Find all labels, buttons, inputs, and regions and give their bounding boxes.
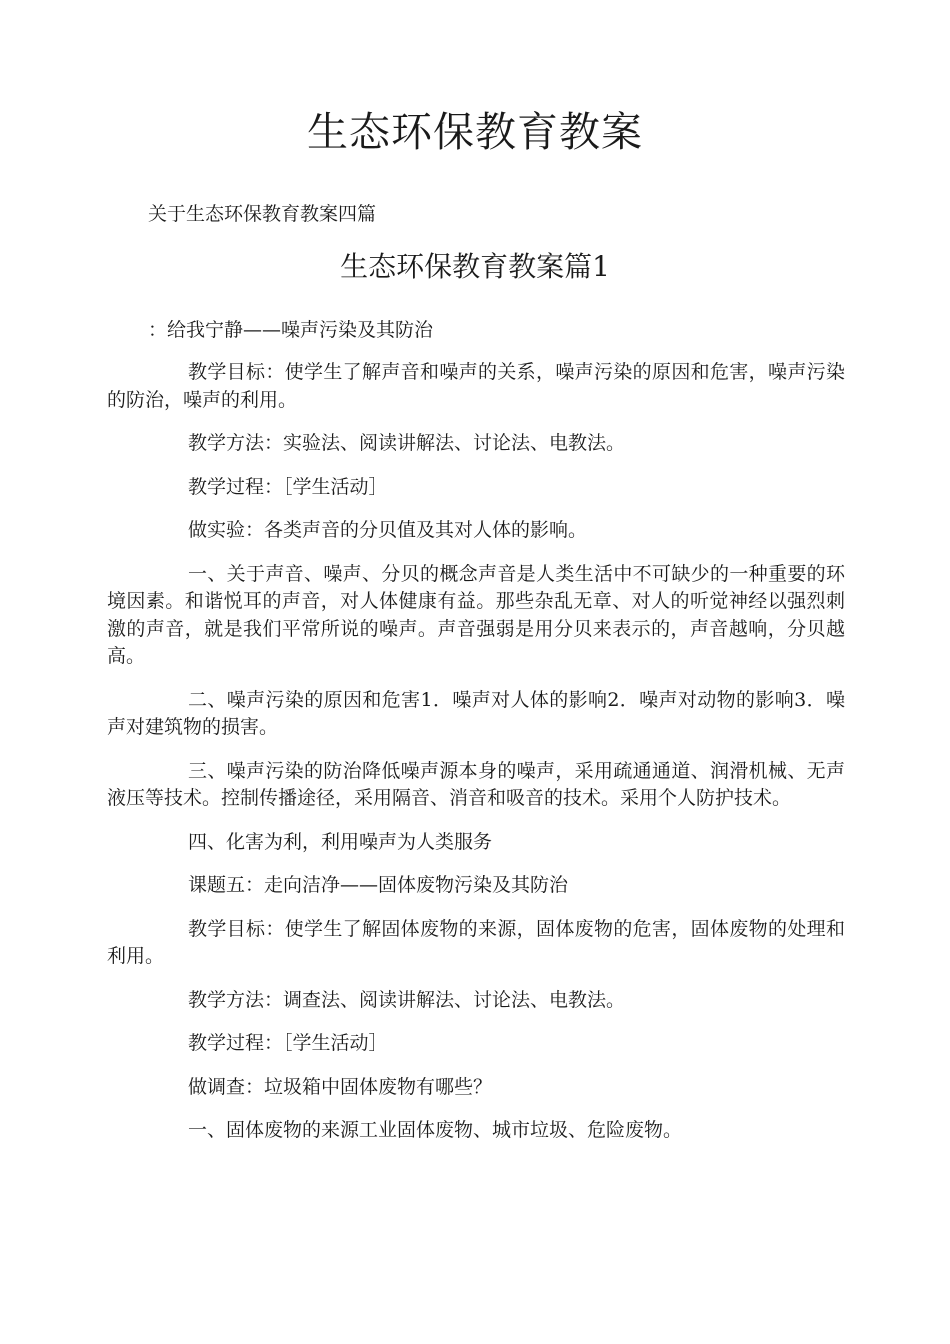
paragraph: 做实验：各类声音的分贝值及其对人体的影响。: [188, 519, 588, 541]
lesson-title: ：给我宁静——噪声污染及其防治: [148, 319, 434, 341]
document-title: 生态环保教育教案: [307, 108, 643, 156]
section-title: 生态环保教育教案篇1: [340, 250, 610, 283]
paragraph: 教学方法：实验法、阅读讲解法、讨论法、电教法。: [188, 432, 626, 454]
document-body: [107, 359, 845, 1161]
paragraph: 二、噪声污染的原因和危害1．噪声对人体的影响2．噪声对动物的影响3．噪声对建筑物的损害。: [107, 688, 845, 738]
paragraph: 教学目标：使学生了解声音和噪声的关系，噪声污染的原因和危害，噪声污染的防治，噪声的利用。: [107, 361, 845, 411]
paragraph: 一、关于声音、噪声、分贝的概念声音是人类生活中不可缺少的一种重要的环境因素。和谐悦耳的声音，对人体健康有益。那些杂乱无章、对人的听觉神经以强烈刺激的声音，就是我们平常所说的噪声。声音强弱是用分贝来表示的，声音越响，分贝越高。: [107, 562, 845, 667]
paragraph: 一、固体废物的来源工业固体废物、城市垃圾、危险废物。: [188, 1119, 683, 1141]
paragraph: 教学过程：［学生活动］: [188, 475, 388, 498]
document-subtitle: 关于生态环保教育教案四篇: [148, 203, 377, 225]
paragraph: 课题五：走向洁净——固体废物污染及其防治: [188, 874, 569, 896]
paragraph: 教学目标：使学生了解固体废物的来源，固体废物的危害，固体废物的处理和利用。: [107, 917, 845, 967]
paragraph: 教学方法：调查法、阅读讲解法、讨论法、电教法。: [188, 988, 626, 1011]
paragraph: 四、化害为利，利用噪声为人类服务: [188, 830, 493, 853]
paragraph: 三、噪声污染的防治降低噪声源本身的噪声，采用疏通通道、润滑机械、无声液压等技术。控制传播途径，采用隔音、消音和吸音的技术。采用个人防护技术。: [107, 759, 845, 809]
paragraph: 教学过程：［学生活动］: [188, 1032, 388, 1054]
paragraph: 做调查：垃圾箱中固体废物有哪些？: [188, 1075, 493, 1098]
